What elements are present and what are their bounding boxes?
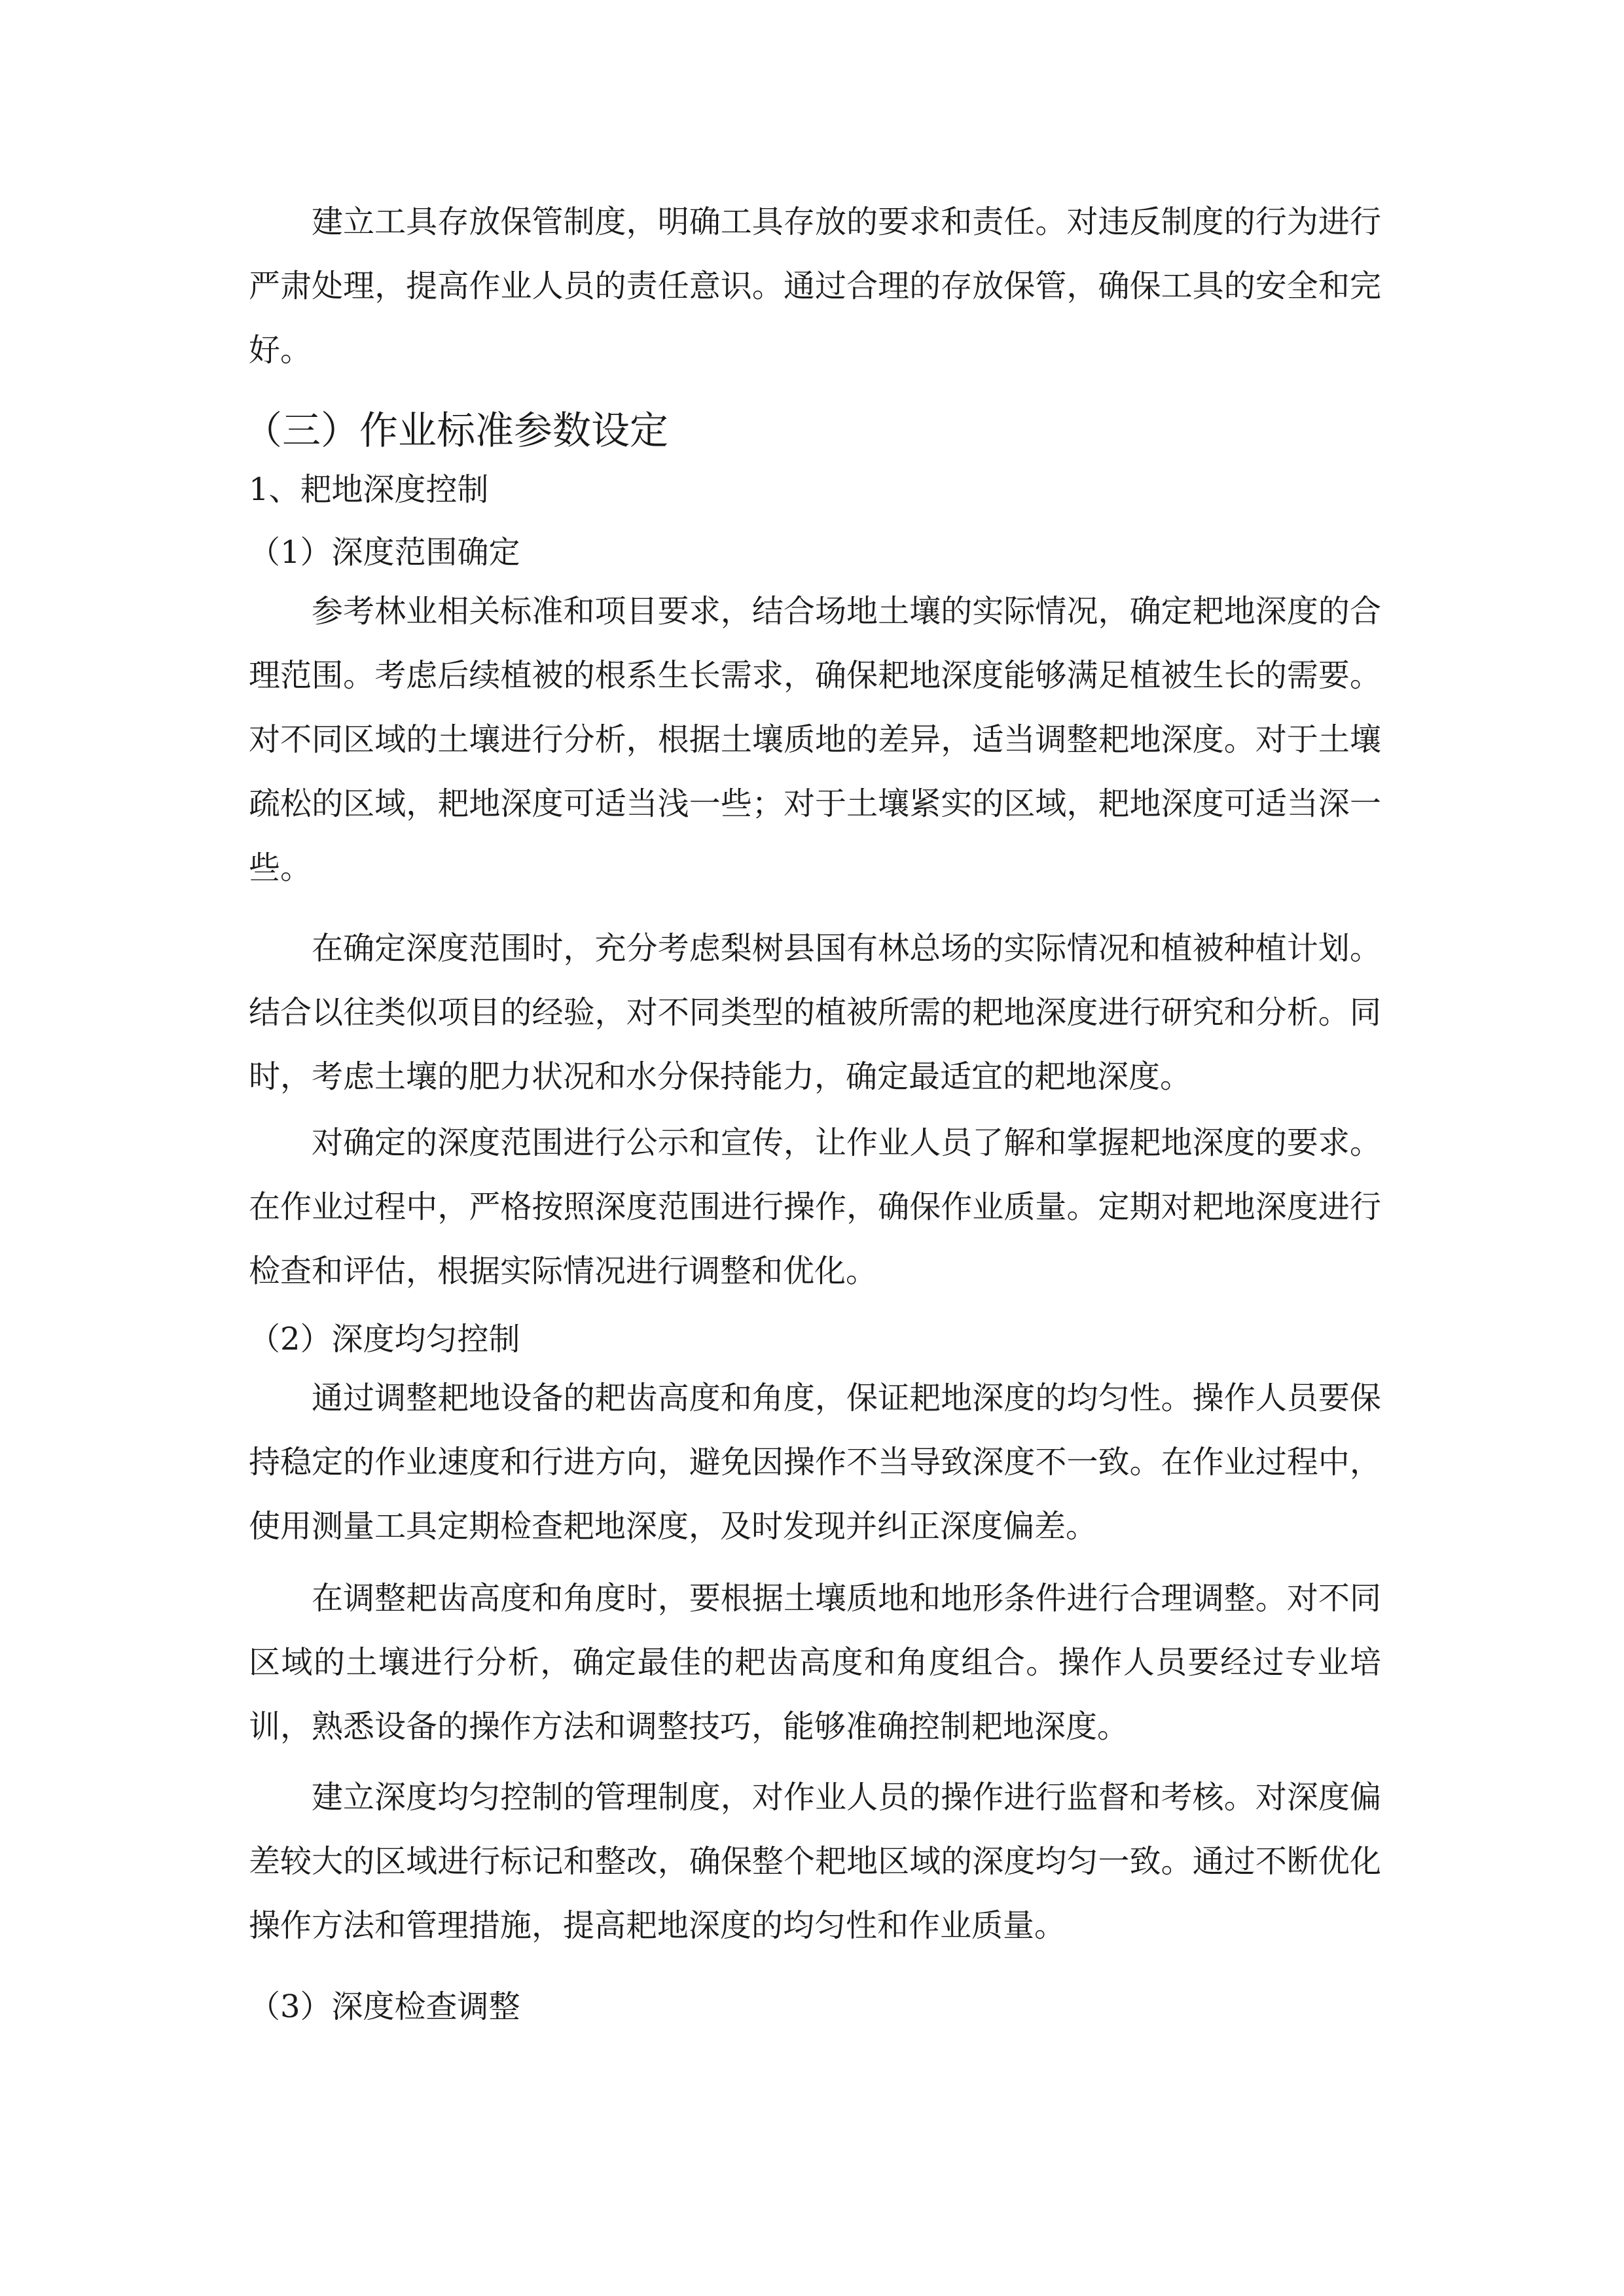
paragraph-depth-range-2: 在确定深度范围时，充分考虑梨树县国有林总场的实际情况和植被种植计划。结合以往类似项目的经验，对不同类型的植被所需的耙地深度进行研究和分析。同时，考虑土壤的肥力状况和水分保持能力，确定最适宜的耙地深度。 <box>249 930 1381 1095</box>
paragraph-depth-range-1: 参考林业相关标准和项目要求，结合场地土壤的实际情况，确定耙地深度的合理范围。考虑后续植被的根系生长需求，确保耙地深度能够满足植被生长的需要。对不同区域的土壤进行分析，根据土壤质地的差异，适当调整耙地深度。对于土壤疏松的区域，耙地深度可适当浅一些；对于土壤紧实的区域，耙地深度可适当深一些。 <box>249 593 1381 886</box>
paragraph-tool-storage: 建立工具存放保管制度，明确工具存放的要求和责任。对违反制度的行为进行严肃处理，提高作业人员的责任意识。通过合理的存放保管，确保工具的安全和完好。 <box>249 204 1381 368</box>
paragraph-depth-range-3: 对确定的深度范围进行公示和宣传，让作业人员了解和掌握耙地深度的要求。在作业过程中，严格按照深度范围进行操作，确保作业质量。定期对耙地深度进行检查和评估，根据实际情况进行调整和优化。 <box>249 1124 1381 1289</box>
paragraph-depth-uniform-2: 在调整耙齿高度和角度时，要根据土壤质地和地形条件进行合理调整。对不同区域的土壤进行分析，确定最佳的耙齿高度和角度组合。操作人员要经过专业培训，熟悉设备的操作方法和调整技巧，能够准确控制耙地深度。 <box>249 1580 1381 1745</box>
item-heading-depth-range: （1）深度范围确定 <box>249 534 520 571</box>
section-heading: （三）作业标准参数设定 <box>244 408 669 453</box>
item-heading-depth-uniform: （2）深度均匀控制 <box>249 1321 520 1357</box>
paragraph-depth-uniform-1: 通过调整耙地设备的耙齿高度和角度，保证耙地深度的均匀性。操作人员要保持稳定的作业速度和行进方向，避免因操作不当导致深度不一致。在作业过程中，使用测量工具定期检查耙地深度，及时发现并纠正深度偏差。 <box>249 1380 1381 1545</box>
paragraph-depth-uniform-3: 建立深度均匀控制的管理制度，对作业人员的操作进行监督和考核。对深度偏差较大的区域进行标记和整改，确保整个耙地区域的深度均匀一致。通过不断优化操作方法和管理措施，提高耙地深度的均匀性和作业质量。 <box>249 1779 1381 1944</box>
item-heading-depth-check: （3）深度检查调整 <box>249 1988 520 2025</box>
subheading-depth-control: 1、耙地深度控制 <box>249 471 489 508</box>
